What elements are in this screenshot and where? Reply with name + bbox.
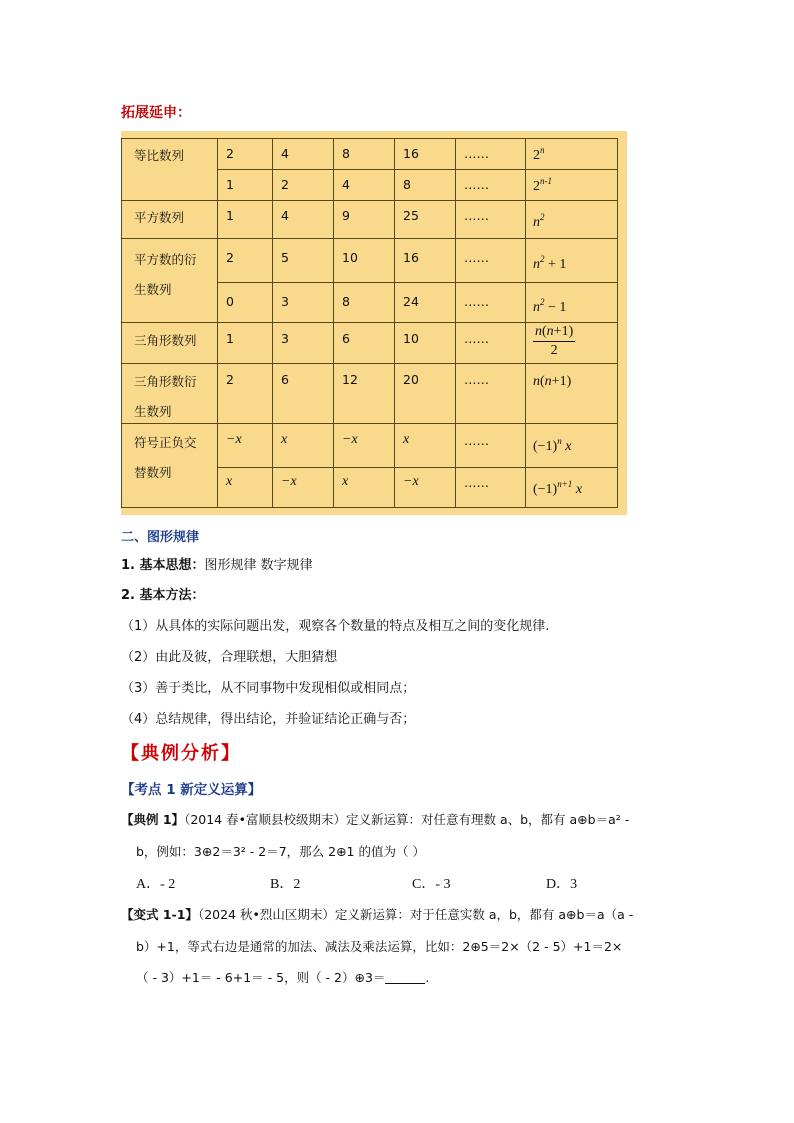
basic-idea-text: 图形规律 数字规律 <box>204 558 313 573</box>
variant-1-text-3: （ - 3）+1＝ - 6+1＝ - 5，则（ - 2）⊕3＝ <box>136 970 386 985</box>
table-cell: …… <box>464 433 489 448</box>
table-cell: …… <box>464 208 489 223</box>
example-1-text-2: b，例如：3⊕2＝3² - 2＝7，那么 2⊕1 的值为（ ） <box>136 844 425 859</box>
row-label-triangle: 三角形数列 <box>134 333 197 348</box>
example-1-line-2 <box>136 842 425 861</box>
table-cell: −x <box>342 432 358 447</box>
table-cell: 24 <box>403 294 419 309</box>
formula-n-squared-minus-1: $n^2 - 1$ <box>533 297 567 315</box>
row-label-square: 平方数列 <box>134 210 185 225</box>
table-cell: 8 <box>342 146 350 161</box>
basic-idea-label: 1. 基本思想： <box>121 558 205 573</box>
table-cell: 25 <box>403 208 419 223</box>
method-item: （4）总结规律，得出结论，并验证结论正确与否； <box>121 712 416 727</box>
table-cell: 1 <box>226 208 234 223</box>
row-label-alternating-2: 替数列 <box>134 465 172 480</box>
table-cell: 12 <box>342 372 358 387</box>
table-cell: …… <box>464 146 489 161</box>
method-item: （2）由此及彼，合理联想，大胆猜想 <box>121 650 338 665</box>
table-cell: 3 <box>281 331 289 346</box>
extension-heading: 拓展延申： <box>121 105 191 121</box>
formula-triangle-number: $\frac{n(n+1)}{2}$ <box>535 324 574 358</box>
table-cell: 16 <box>403 146 419 161</box>
table-cell: x <box>403 432 410 447</box>
row-label-triangle-deriv-1: 三角形数衍 <box>134 374 197 389</box>
row-label-square-deriv-2: 生数列 <box>134 282 172 297</box>
example-1-option-c[interactable]: C．- 3 <box>412 877 451 892</box>
example-1-line-1 <box>121 810 629 829</box>
table-cell: x <box>281 432 288 447</box>
example-1-text-1: 定义新运算：对任意有理数 a、b，都有 a⊕b＝a² - <box>345 812 630 827</box>
table-cell: …… <box>464 372 489 387</box>
formula-2-pow-n-minus-1: 2$^{n-1}$ <box>533 176 552 194</box>
row-label-alternating-1: 符号正负交 <box>134 435 197 450</box>
table-cell: …… <box>464 475 489 490</box>
variant-1-line-3-end: . <box>425 970 430 985</box>
table-cell: 4 <box>281 208 289 223</box>
example-1-option-d[interactable]: D．3 <box>546 877 578 892</box>
example-1-source: （2014 春•富顺县校级期末） <box>184 812 346 827</box>
formula-n-times-n-plus-1: n(n+1) <box>533 374 572 389</box>
table-cell: 0 <box>226 294 234 309</box>
table-cell: 2 <box>281 177 289 192</box>
table-cell: 5 <box>281 250 289 265</box>
example-1-option-a[interactable]: A．- 2 <box>136 877 176 892</box>
topic-title: 【考点 1 新定义运算】 <box>121 782 262 798</box>
table-cell: 1 <box>226 177 234 192</box>
table-cell: 6 <box>342 331 350 346</box>
method-item: （1）从具体的实际问题出发，观察各个数量的特点及相互之间的变化规律. <box>121 619 550 634</box>
table-cell: 10 <box>342 250 358 265</box>
formula-n-squared-plus-1: $n^2 + 1$ <box>533 254 567 272</box>
example-1-option-b[interactable]: B．2 <box>270 877 301 892</box>
variant-1-text-2: b）+1，等式右边是通常的加法、减法及乘法运算，比如：2⊕5＝2×（2 - 5）+1＝2× <box>136 939 623 954</box>
table-cell: …… <box>464 331 489 346</box>
variant-1-line-1 <box>121 905 633 924</box>
row-label-square-deriv-1: 平方数的衍 <box>134 252 197 267</box>
formula-alternating-n: $(-1)^n$ x <box>533 436 572 454</box>
table-cell: −x <box>281 474 297 489</box>
row-label-geometric: 等比数列 <box>134 148 185 163</box>
table-cell: 1 <box>226 331 234 346</box>
table-cell: 16 <box>403 250 419 265</box>
table-cell: 4 <box>281 146 289 161</box>
table-cell: 20 <box>403 372 419 387</box>
table-cell: −x <box>226 432 242 447</box>
variant-1-line-2 <box>136 937 622 956</box>
table-cell: …… <box>464 177 489 192</box>
table-cell: 8 <box>342 294 350 309</box>
table-cell: …… <box>464 294 489 309</box>
table-cell: 4 <box>342 177 350 192</box>
variant-1-tag: 【变式 1-1】 <box>121 907 198 922</box>
typical-examples-title: 【典例分析】 <box>121 743 241 764</box>
table-cell: 3 <box>281 294 289 309</box>
table-cell: 2 <box>226 372 234 387</box>
table-cell: 8 <box>403 177 411 192</box>
method-item: （3）善于类比，从不同事物中发现相似或相同点； <box>121 681 416 696</box>
table-cell: 2 <box>226 250 234 265</box>
example-1-tag: 【典例 1】 <box>121 812 185 827</box>
formula-n-squared: $n^2$ <box>533 212 545 230</box>
sequence-table <box>121 131 627 515</box>
table-cell: 10 <box>403 331 419 346</box>
table-cell: x <box>226 474 233 489</box>
section-2-title: 二、图形规律 <box>121 530 200 545</box>
variant-1-line-3 <box>136 968 429 987</box>
formula-alternating-n-plus-1: $(-1)^{n+1}$ x <box>533 479 583 497</box>
table-cell: 2 <box>226 146 234 161</box>
table-cell: 6 <box>281 372 289 387</box>
table-cell: x <box>342 474 349 489</box>
table-cell: …… <box>464 250 489 265</box>
variant-1-source: （2024 秋•烈山区期末） <box>197 907 335 922</box>
formula-2-pow-n: 2$^n$ <box>533 145 545 163</box>
basic-method-label: 2. 基本方法： <box>121 588 205 603</box>
answer-blank[interactable] <box>385 971 425 984</box>
variant-1-text-1: 定义新运算：对于任意实数 a，b，都有 a⊕b＝a（a - <box>334 907 634 922</box>
row-label-triangle-deriv-2: 生数列 <box>134 404 172 419</box>
table-cell: 9 <box>342 208 350 223</box>
basic-idea <box>121 554 313 573</box>
table-cell: −x <box>403 474 419 489</box>
